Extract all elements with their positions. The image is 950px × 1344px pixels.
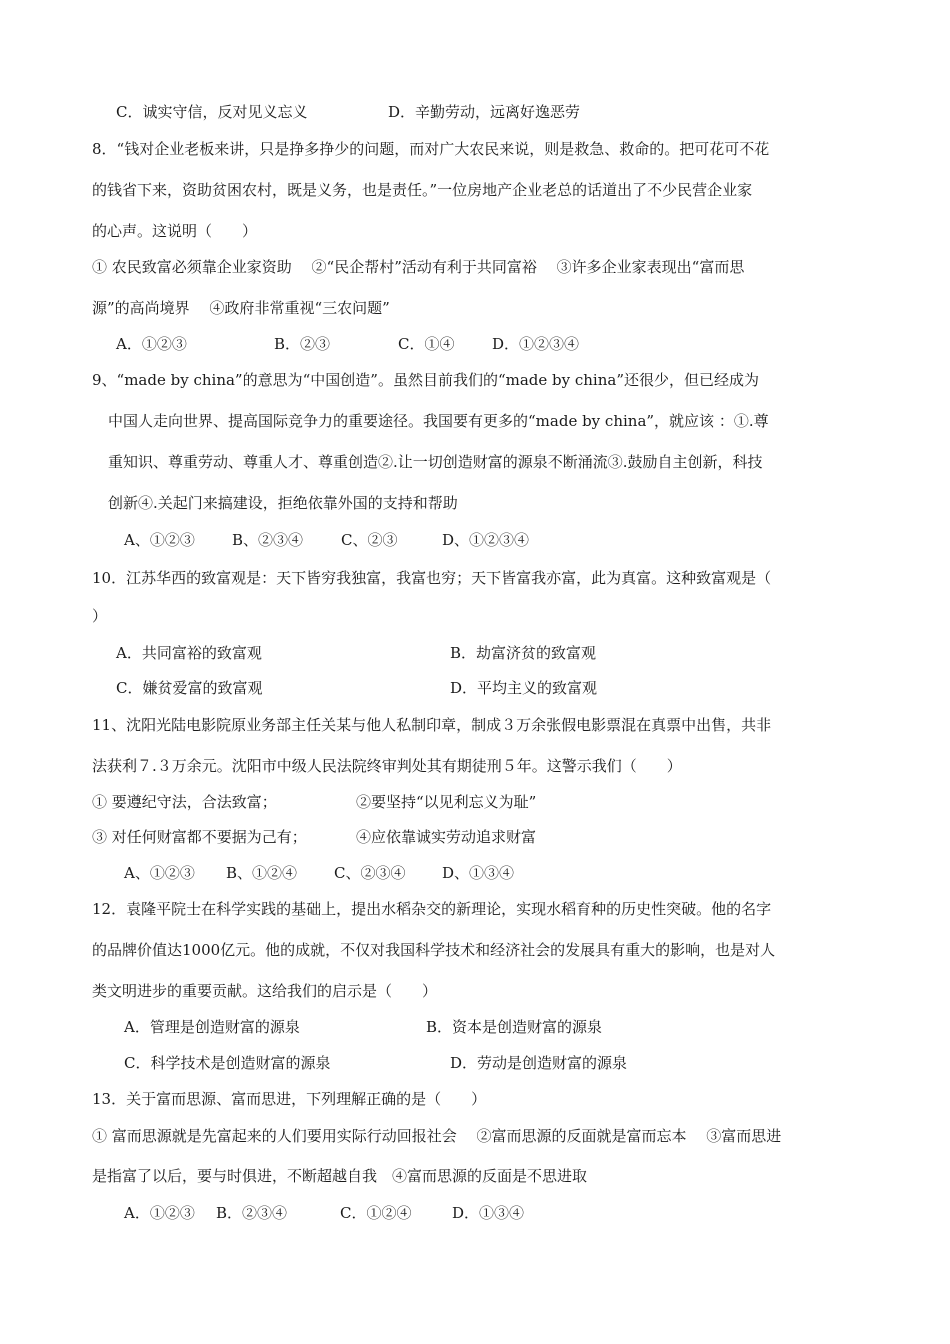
q9-option-a: A、①②③ [124, 531, 195, 549]
q9-option-d: D、①②③④ [442, 531, 530, 549]
q8-statements-line-2: 源”的高尚境界 ④政府非常重视“三农问题” [92, 299, 390, 317]
q11-statement-2: ②要坚持“以见利忘义为耻” [356, 793, 537, 811]
q13-stem-line-1: 13．关于富而思源、富而思进，下列理解正确的是（ ） [92, 1090, 487, 1108]
q8-option-a: A．①②③ [116, 335, 187, 353]
q10-stem-line-1: 10．江苏华西的致富观是：天下皆穷我独富，我富也穷；天下皆富我亦富，此为真富。这种致富观是（ [92, 569, 772, 587]
q13-statements-line-2: 是指富了以后，要与时俱进，不断超越自我 ④富而思源的反面是不思进取 [92, 1167, 588, 1185]
q9-stem-line-2: 中国人走向世界、提高国际竞争力的重要途径。我国要有更多的“made by china”，就应该 ：①.尊 [108, 412, 769, 430]
q11-option-d: D、①③④ [442, 864, 515, 882]
q8-option-d: D．①②③④ [492, 335, 580, 353]
q8-statements-line-1: ① 农民致富必须靠企业家资助 ②“民企帮村”活动有利于共同富裕 ③许多企业家表现出“富而思 [92, 258, 745, 276]
q8-option-c: C．①④ [398, 335, 455, 353]
q11-stem-line-1: 11、沈阳光陆电影院原业务部主任关某与他人私制印章，制成３万余张假电影票混在真票中出售，共非 [92, 716, 772, 734]
q11-option-a: A、①②③ [124, 864, 195, 882]
q13-statements-line-1: ① 富而思源就是先富起来的人们要用实际行动回报社会 ②富而思源的反面就是富而忘本 ③富而思进 [92, 1127, 782, 1145]
q12-option-c: C．科学技术是创造财富的源泉 [124, 1054, 331, 1072]
q13-option-a: A．①②③ [124, 1204, 195, 1222]
q7-option-c: C．诚实守信，反对见义忘义 [116, 103, 308, 121]
q11-statement-3: ③ 对任何财富都不要据为己有； [92, 828, 307, 846]
q13-option-b: B．②③④ [216, 1204, 288, 1222]
q13-option-c: C．①②④ [340, 1204, 412, 1222]
q11-statement-1: ① 要遵纪守法，合法致富； [92, 793, 277, 811]
q10-stem-line-2: ） [92, 607, 108, 625]
q8-stem-line-2: 的钱省下来，资助贫困农村，既是义务，也是责任。”一位房地产企业老总的话道出了不少民营企业家 [92, 181, 753, 199]
q10-option-a: A．共同富裕的致富观 [116, 644, 262, 662]
q12-option-a: A．管理是创造财富的源泉 [124, 1018, 300, 1036]
q9-stem-line-3: 重知识、尊重劳动、尊重人才、尊重创造②.让一切创造财富的源泉不断涌流③.鼓励自主创新，科技 [108, 453, 763, 471]
q9-option-c: C、②③ [341, 531, 398, 549]
q7-option-d: D．辛勤劳动，远离好逸恶劳 [388, 103, 581, 121]
q9-stem-line-1: 9、“made by china”的意思为“中国创造”。虽然目前我们的“made by china”还很少，但已经成为 [92, 371, 759, 389]
q11-option-c: C、②③④ [334, 864, 406, 882]
q10-option-b: B．劫富济贫的致富观 [450, 644, 597, 662]
q10-option-d: D．平均主义的致富观 [450, 679, 598, 697]
q11-statement-4: ④应依靠诚实劳动追求财富 [356, 828, 537, 846]
q12-stem-line-3: 类文明进步的重要贡献。这给我们的启示是（ ） [92, 982, 438, 1000]
q10-option-c: C．嫌贫爱富的致富观 [116, 679, 263, 697]
q12-option-d: D．劳动是创造财富的源泉 [450, 1054, 628, 1072]
q11-stem-line-2: 法获利７.３万余元。沈阳市中级人民法院终审判处其有期徒刑５年。这警示我们（ ） [92, 757, 682, 775]
q8-stem-line-3: 的心声。这说明（ ） [92, 222, 258, 240]
q9-stem-line-4: 创新④.关起门来搞建设，拒绝依靠外国的支持和帮助 [108, 494, 458, 512]
q11-option-b: B、①②④ [226, 864, 298, 882]
q12-stem-line-1: 12．袁隆平院士在科学实践的基础上，提出水稻杂交的新理论，实现水稻育种的历史性突破。他的名字 [92, 900, 772, 918]
q12-option-b: B．资本是创造财富的源泉 [426, 1018, 603, 1036]
q8-option-b: B．②③ [274, 335, 331, 353]
q13-option-d: D．①③④ [452, 1204, 525, 1222]
q9-option-b: B、②③④ [232, 531, 304, 549]
q8-stem-line-1: 8．“钱对企业老板来讲，只是挣多挣少的问题，而对广大农民来说，则是救急、救命的。把可花可不花 [92, 140, 770, 158]
q12-stem-line-2: 的品牌价值达1000亿元。他的成就，不仅对我国科学技术和经济社会的发展具有重大的影响，也是对人 [92, 941, 776, 959]
